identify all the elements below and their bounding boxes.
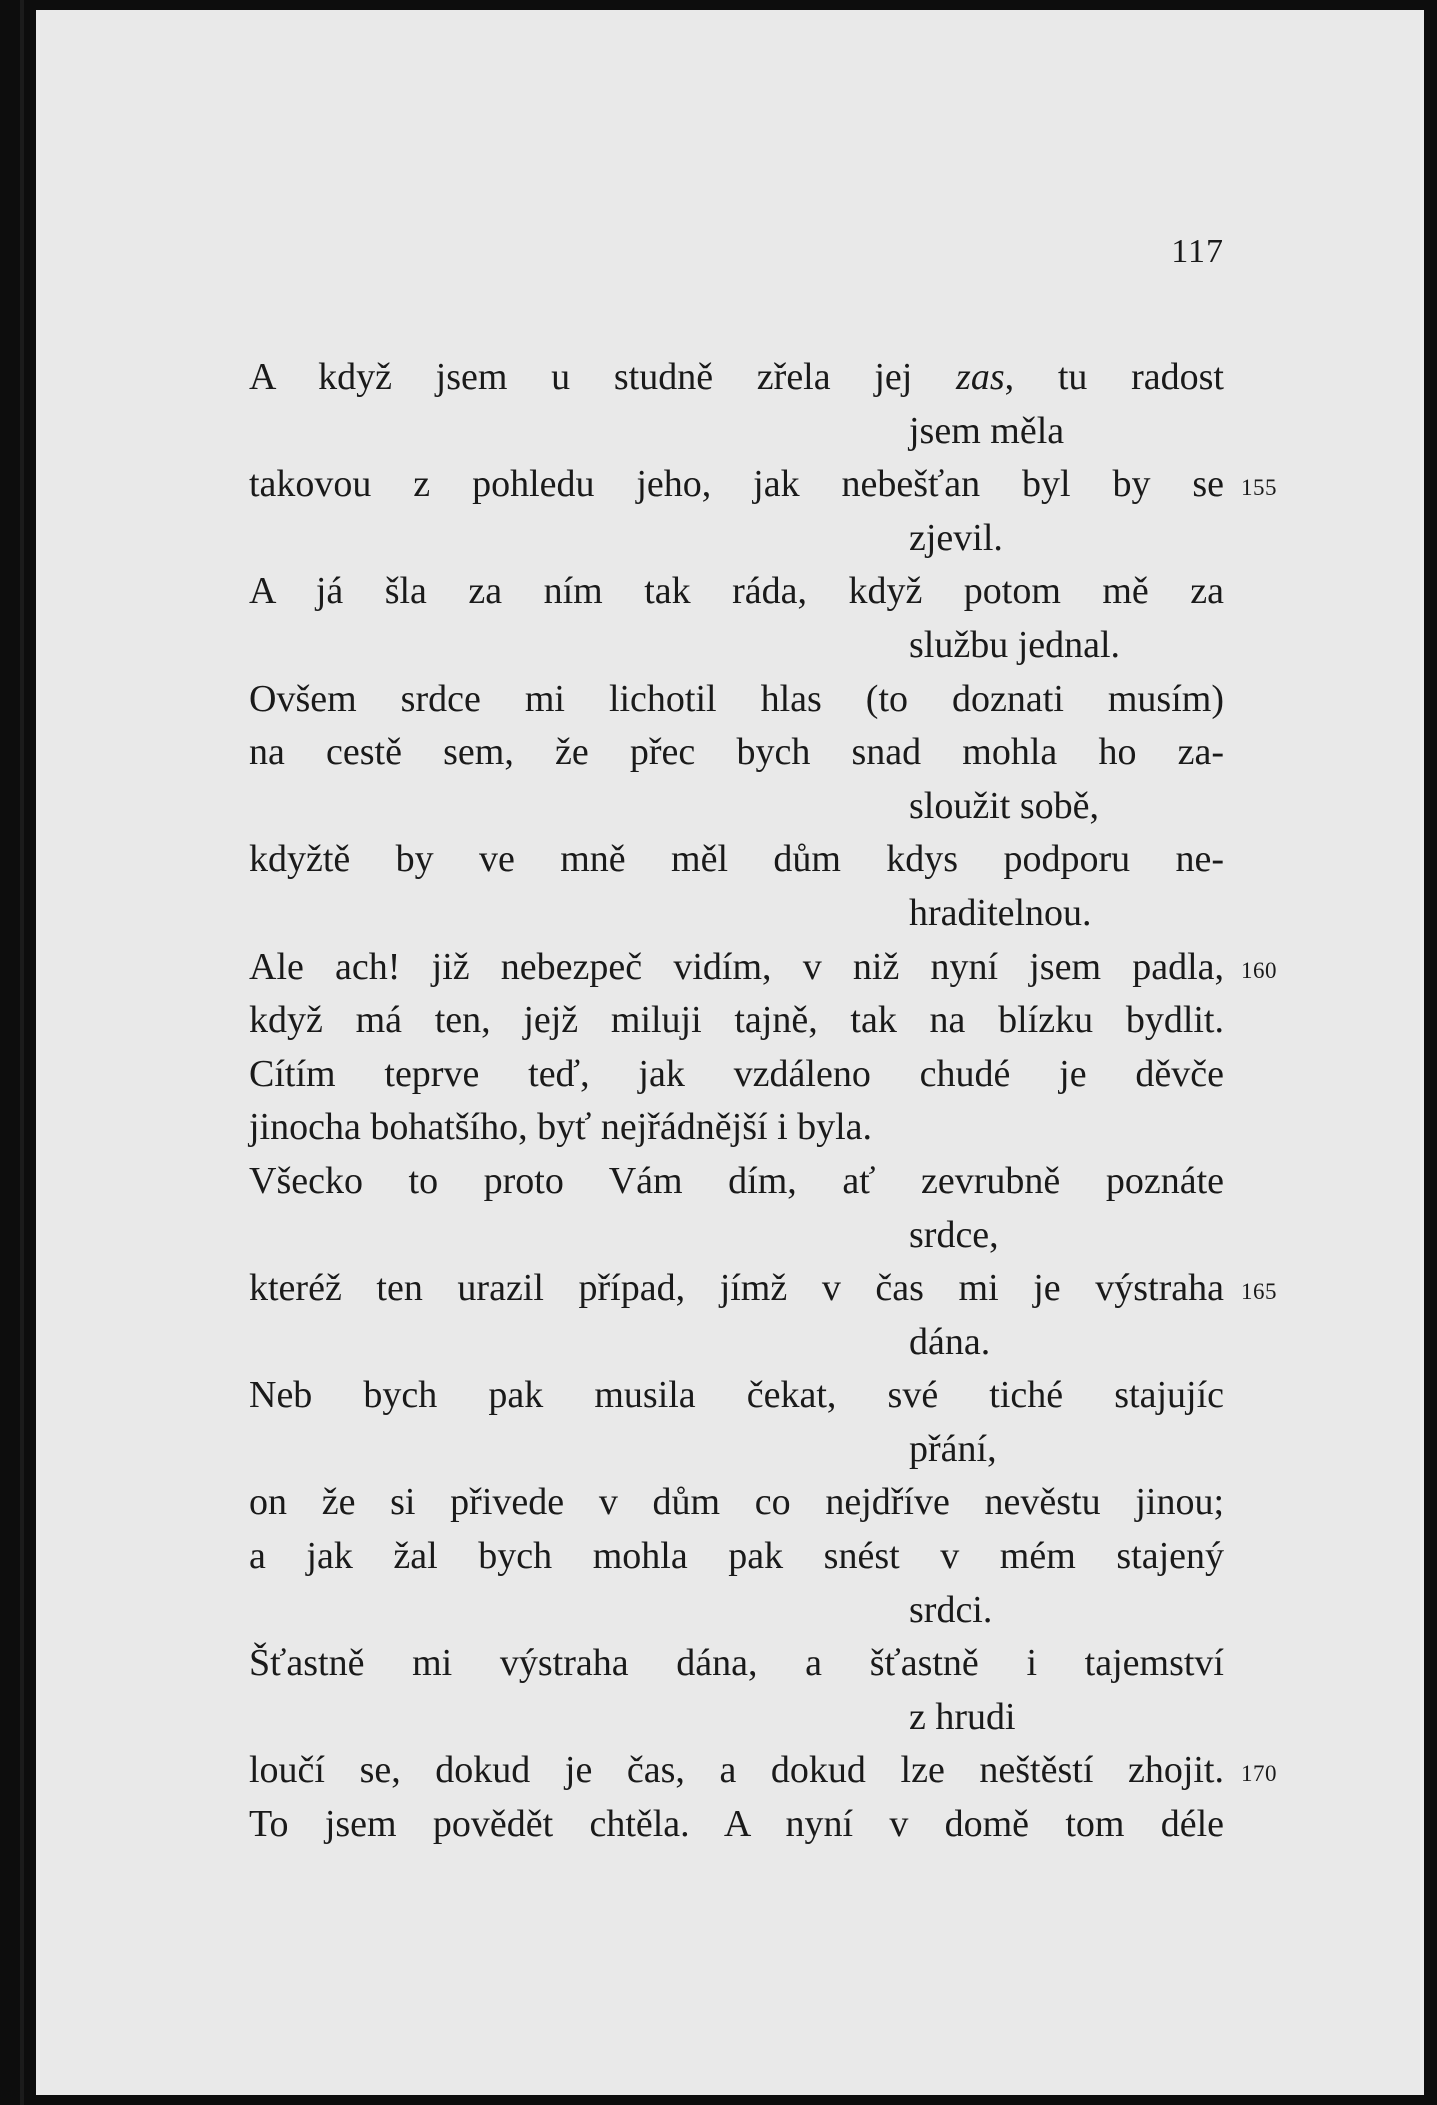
- line-number: 160: [1241, 957, 1277, 983]
- verse-line: [249, 565, 1224, 619]
- verse-text: když má ten, jejž miluji tajně, tak na blízku bydlit.: [249, 999, 1224, 1042]
- binding-edge: [20, 0, 24, 2105]
- verse-line: [249, 1369, 1224, 1423]
- verse-text: Ale ach! již nebezpeč vidím, v niž nyní jsem padla,: [249, 945, 1224, 988]
- verse-line: [249, 994, 1224, 1048]
- line-number: 165: [1241, 1279, 1277, 1305]
- verse-text: A já šla za ním tak ráda, když potom mě za: [249, 570, 1224, 613]
- verse-line: [249, 726, 1224, 780]
- emphasis: zas: [956, 356, 1005, 398]
- verse-line: [249, 833, 1224, 887]
- verse-text: z hrudi: [909, 1695, 1016, 1738]
- verse-line: [249, 1101, 1224, 1155]
- verse-text: hraditelnou.: [909, 891, 1092, 934]
- verse-text: Šťastně mi výstraha dána, a šťastně i tajemství: [249, 1642, 1224, 1685]
- verse-continuation: [249, 887, 1224, 941]
- verse-text: sloužit sobě,: [909, 784, 1099, 827]
- verse-text: A když jsem u studně zřela jej zas, tu radost: [249, 356, 1224, 398]
- verse-text: dána.: [909, 1320, 991, 1363]
- verse-continuation: [249, 512, 1224, 566]
- verse-line: [249, 1530, 1224, 1584]
- verse-continuation: [249, 1209, 1224, 1263]
- verse-text: kdyžtě by ve mně měl dům kdys podporu ne-: [249, 838, 1224, 881]
- verse-text: službu jednal.: [909, 623, 1121, 666]
- verse-text: takovou z pohledu jeho, jak nebešťan byl by se: [249, 463, 1224, 506]
- verse-continuation: [249, 1584, 1224, 1638]
- verse-text: zjevil.: [909, 516, 1003, 559]
- verse-continuation: [249, 1316, 1224, 1370]
- poem-text: [249, 351, 1277, 1852]
- page-number: 117: [1171, 233, 1224, 270]
- book-page: [36, 10, 1424, 2095]
- verse-line: [249, 1476, 1224, 1530]
- verse-text: jinocha bohatšího, byť nejřádnější i byla.: [249, 1106, 873, 1149]
- verse-text: Neb bych pak musila čekat, své tiché stajujíc: [249, 1374, 1224, 1417]
- verse-line: [249, 1744, 1277, 1798]
- verse-line: [249, 458, 1277, 512]
- verse-line: [249, 1155, 1224, 1209]
- verse-line: [249, 941, 1277, 995]
- verse-continuation: [249, 405, 1224, 459]
- verse-line: [249, 1637, 1224, 1691]
- verse-text: Ovšem srdce mi lichotil hlas (to doznati musím): [249, 677, 1224, 720]
- verse-continuation: [249, 780, 1224, 834]
- verse-text: přání,: [909, 1427, 997, 1470]
- verse-line: [249, 1798, 1224, 1852]
- verse-continuation: [249, 1423, 1224, 1477]
- line-number: 170: [1241, 1761, 1277, 1787]
- line-number: 155: [1241, 475, 1277, 501]
- verse-text: srdce,: [909, 1213, 999, 1256]
- verse-text: Všecko to proto Vám dím, ať zevrubně poznáte: [249, 1159, 1224, 1202]
- verse-line: [249, 673, 1224, 727]
- verse-line: [249, 1048, 1224, 1102]
- verse-text: a jak žal bych mohla pak snést v mém stajený: [249, 1535, 1224, 1578]
- verse-text: na cestě sem, že přec bych snad mohla ho za-: [249, 731, 1224, 774]
- verse-text: jsem měla: [909, 409, 1065, 452]
- verse-text: To jsem povědět chtěla. A nyní v domě tom déle: [249, 1803, 1224, 1846]
- verse-line: [249, 351, 1224, 405]
- verse-continuation: [249, 1691, 1224, 1745]
- verse-line: [249, 1262, 1277, 1316]
- verse-text: on že si přivede v dům co nejdříve nevěstu jinou;: [249, 1481, 1224, 1524]
- verse-text: srdci.: [909, 1588, 993, 1631]
- verse-text: Cítím teprve teď, jak vzdáleno chudé je děvče: [249, 1052, 1224, 1095]
- verse-text: loučí se, dokud je čas, a dokud lze neštěstí zhojit.: [249, 1749, 1224, 1792]
- verse-text: kteréž ten urazil případ, jímž v čas mi je výstraha: [249, 1267, 1224, 1310]
- verse-continuation: [249, 619, 1224, 673]
